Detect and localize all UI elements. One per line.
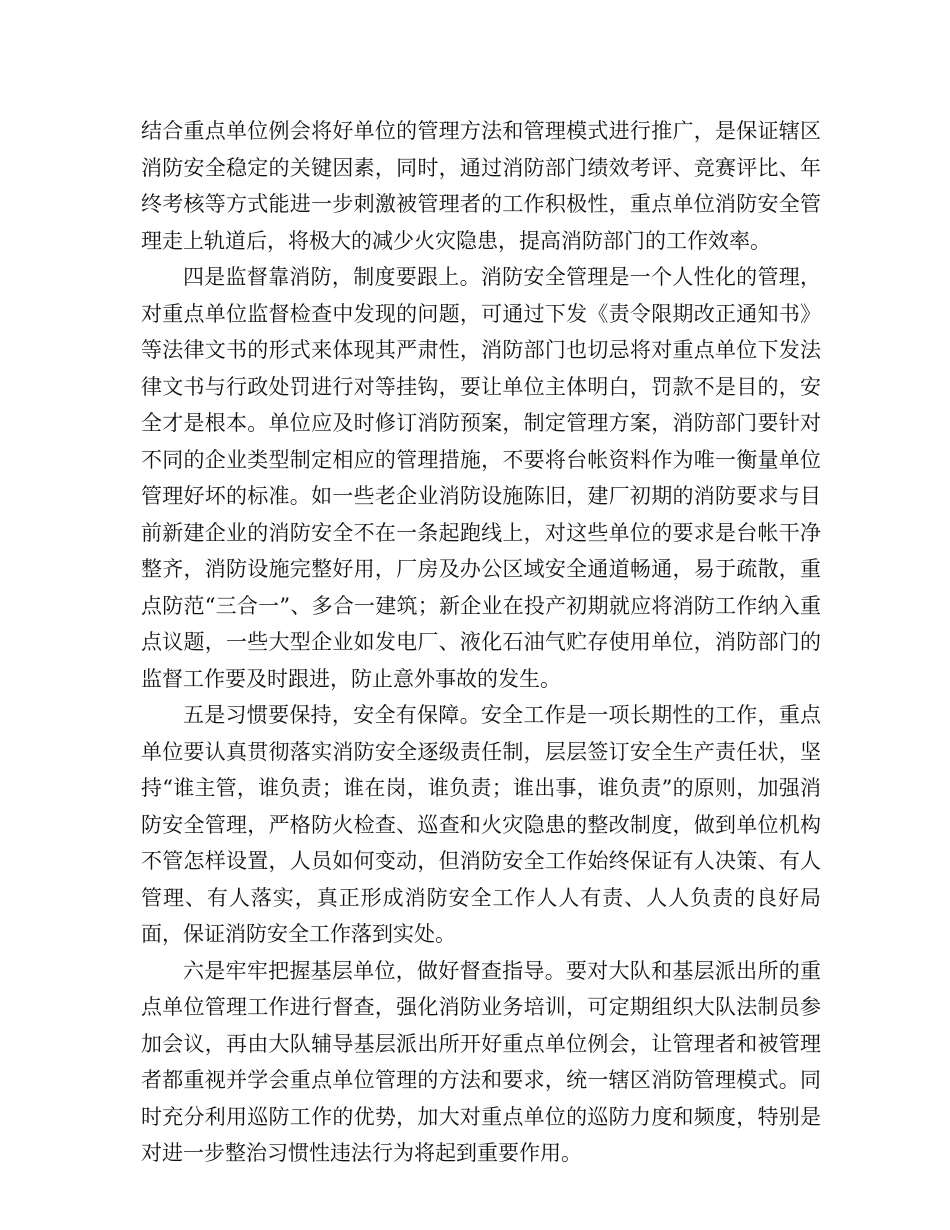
- paragraph-point-five: 五是习惯要保持，安全有保障。安全工作是一项长期性的工作，重点单位要认真贯彻落实消防安全逐级责任制，层层签订安全生产责任状，坚持“谁主管，谁负责；谁在岗，谁负责；谁出事，谁负责”的原则，加强消防安全管理，严格防火检查、巡查和火灾隐患的整改制度，做到单位机构不管怎样设置，人员如何变动，但消防安全工作始终保证有人决策、有人管理、有人落实，真正形成消防安全工作人人有责、人人负责的良好局面，保证消防安全工作落到实处。: [141, 703, 821, 946]
- document-body: [141, 113, 821, 1172]
- paragraph-intro-continuation: 结合重点单位例会将好单位的管理方法和管理模式进行推广，是保证辖区消防安全稳定的关键因素，同时，通过消防部门绩效考评、竞赛评比、年终考核等方式能进一步刺激被管理者的工作积极性，重点单位消防安全管理走上轨道后，将极大的减少火灾隐患，提高消防部门的工作效率。: [141, 119, 821, 253]
- paragraph-point-four: 四是监督靠消防，制度要跟上。消防安全管理是一个人性化的管理，对重点单位监督检查中发现的问题，可通过下发《责令限期改正通知书》等法律文书的形式来体现其严肃性，消防部门也切忌将对重点单位下发法律文书与行政处罚进行对等挂钩，要让单位主体明白，罚款不是目的，安全才是根本。单位应及时修订消防预案，制定管理方案，消防部门要针对不同的企业类型制定相应的管理措施，不要将台帐资料作为唯一衡量单位管理好坏的标准。如一些老企业消防设施陈旧，建厂初期的消防要求与目前新建企业的消防安全不在一条起跑线上，对这些单位的要求是台帐干净整齐，消防设施完整好用，厂房及办公区域安全通道畅通，易于疏散，重点防范“三合一”、多合一建筑；新企业在投产初期就应将消防工作纳入重点议题，一些大型企业如发电厂、液化石油气贮存使用单位，消防部门的监督工作要及时跟进，防止意外事故的发生。: [141, 265, 821, 691]
- paragraph-point-six: 六是牢牢把握基层单位，做好督查指导。要对大队和基层派出所的重点单位管理工作进行督查，强化消防业务培训，可定期组织大队法制员参加会议，再由大队辅导基层派出所开好重点单位例会，让管理者和被管理者都重视并学会重点单位管理的方法和要求，统一辖区消防管理模式。同时充分利用巡防工作的优势，加大对重点单位的巡防力度和频度，特别是对进一步整治习惯性违法行为将起到重要作用。: [141, 958, 821, 1165]
